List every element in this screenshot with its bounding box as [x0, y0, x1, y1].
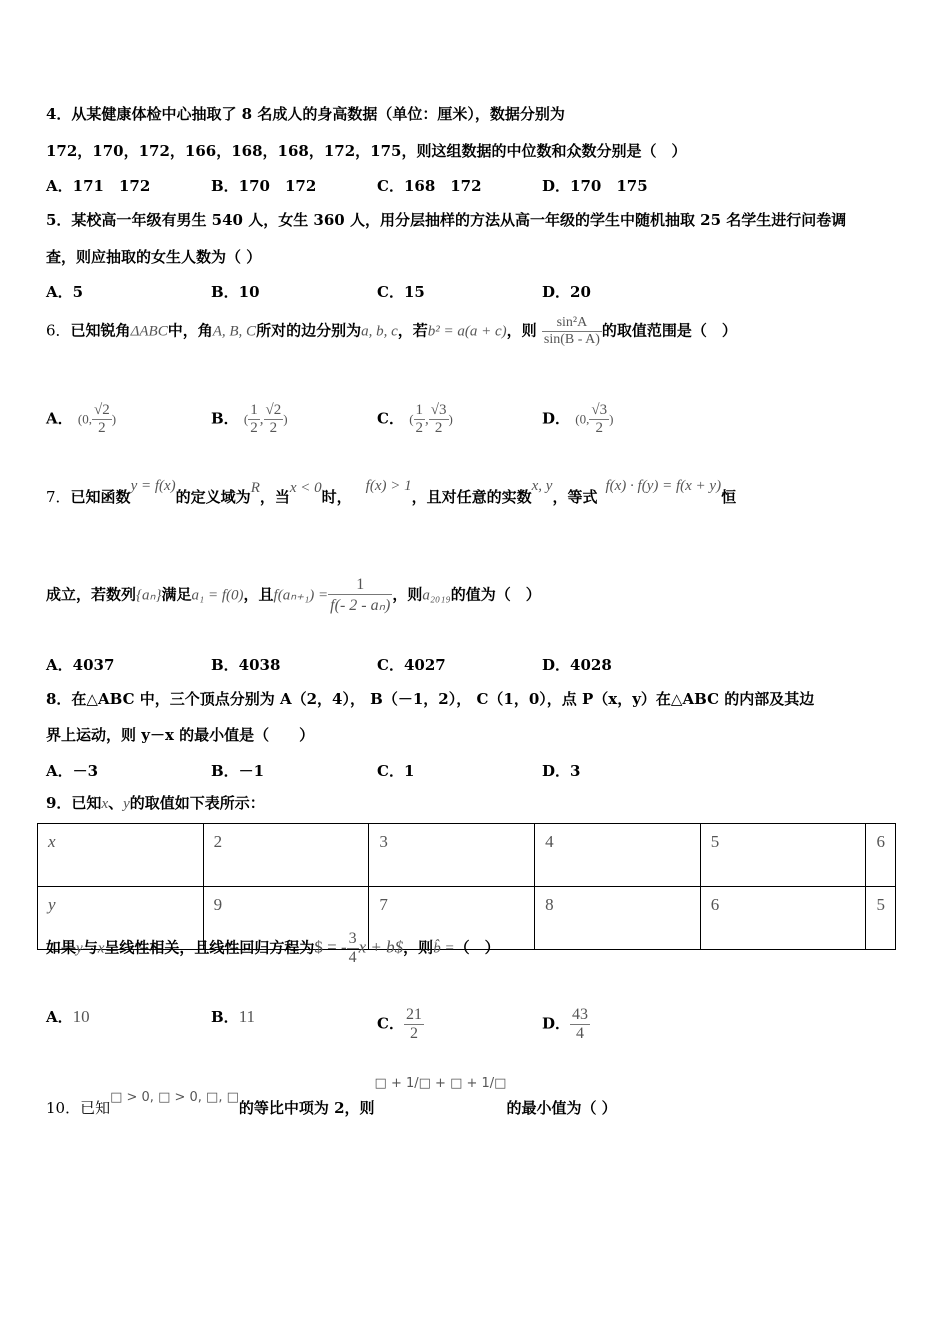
q9-option-a-label: A．: [46, 1008, 73, 1026]
q9-option-c-label: C．: [377, 1014, 404, 1033]
q7-text-3: ，当: [259, 488, 290, 506]
q9-option-d: [542, 1006, 590, 1043]
q9-option-c-num: 21: [405, 1006, 422, 1023]
q6-option-c-num1: 1: [415, 402, 424, 418]
table-cell: 5: [700, 824, 866, 887]
q6-option-c-num2: √3: [430, 402, 447, 418]
q4-option-c: C．168 172: [377, 177, 482, 195]
q9-option-d-num: 43: [572, 1006, 589, 1023]
q6-sides: a, b, c: [361, 323, 398, 340]
table-cell: 3: [369, 824, 535, 887]
q7-number: 7．: [46, 488, 71, 506]
q9-text-5: 呈线性相关，且线性回归方程为: [104, 938, 315, 957]
q6-option-d-left: (0,: [575, 411, 590, 427]
q9-x: x: [101, 796, 109, 812]
q10-text-2: 的等比中项为 2，则: [238, 1099, 375, 1117]
q9-regression-lhs: $ = -: [314, 937, 347, 957]
q6-condition: b² = a(a + c): [427, 323, 507, 340]
q6-option-d: [542, 402, 613, 437]
q7-text-11: ，则: [392, 585, 423, 604]
q6-option-b-den2: 2: [269, 420, 278, 436]
q7-recurrence-den: f(- 2 - aₙ): [330, 597, 391, 614]
q9-regression-frac: [347, 930, 359, 967]
q6-option-a-frac: [92, 402, 112, 437]
q9-option-c-frac: [404, 1006, 424, 1043]
q6-option-b-den1: 2: [250, 420, 258, 436]
q9-text-3: 如果: [46, 938, 77, 957]
q6-option-c-right: ): [448, 411, 453, 427]
q7-function: y = f(x): [130, 478, 176, 494]
q6-option-b-right: ): [283, 411, 288, 427]
q6-option-c-left: (: [409, 411, 414, 427]
q7-sequence: {aₙ}: [136, 587, 162, 604]
q6-option-d-frac: [589, 402, 609, 437]
q8-option-b: B．－1: [211, 762, 265, 780]
q6-frac-num: sin²A: [542, 315, 602, 332]
q9-option-c: [377, 1006, 424, 1043]
q6-option-c: [377, 402, 453, 437]
q6-triangle: ΔABC: [130, 323, 168, 340]
q7-text-5: ，且对任意的实数: [411, 488, 532, 506]
q7-a2019: a₂₀₁₉: [422, 587, 451, 604]
q5-stem-line2: 查，则应抽取的女生人数为（ ）: [46, 248, 262, 266]
q8-option-c: C．1: [377, 762, 415, 780]
q5-option-c: C．15: [377, 283, 425, 301]
q6-option-b-sep: ,: [259, 411, 264, 428]
q7-option-a: A．4037: [46, 656, 115, 674]
q9-text-6: ，则: [403, 938, 434, 957]
q7-option-d: D．4028: [542, 656, 612, 674]
q4-stem-line1: 4．从某健康体检中心抽取了 8 名成人的身高数据（单位：厘米），数据分别为: [46, 105, 565, 123]
q9-stem: [46, 792, 265, 813]
q6-option-a-right: ): [111, 411, 117, 427]
q8-option-d: D．3: [542, 762, 581, 780]
q6-text-4: ，若: [397, 321, 428, 340]
table-row: [38, 824, 896, 887]
table-cell: 8: [535, 887, 701, 950]
q8-stem-line2: 界上运动，则 y－x 的最小值是（ ）: [46, 726, 315, 744]
q6-option-b-frac2: [264, 402, 284, 437]
q7-option-c: C．4027: [377, 656, 446, 674]
table-cell: 9: [203, 887, 369, 950]
q5-option-a: A．5: [46, 283, 84, 301]
table-cell: y: [38, 887, 204, 950]
q10-condition-image: □ > 0, □ > 0, □, □: [110, 1090, 239, 1105]
q9-b-hat: b̂ =: [433, 940, 455, 957]
q6-option-c-label: C．: [377, 409, 404, 428]
q4-option-d: D．170 175: [542, 177, 648, 195]
q7-x-negative: x < 0: [289, 480, 322, 496]
q6-option-b-num1: 1: [250, 402, 258, 418]
q9-regression-den: 4: [348, 949, 357, 966]
q7-text-1: 已知函数: [70, 488, 131, 506]
q9-option-a-value: 10: [72, 1007, 90, 1026]
q9-option-b-value: 11: [238, 1007, 256, 1026]
table-cell: x: [38, 824, 204, 887]
q7-recurrence-lhs: f(aₙ₊₁) =: [273, 587, 329, 604]
q9-option-d-frac: [570, 1006, 590, 1043]
q7-recurrence-num: 1: [328, 576, 392, 595]
q10-text-3: 的最小值为（ ）: [506, 1099, 617, 1117]
table-cell: 5: [866, 887, 896, 950]
q9-text-2: 的取值如下表所示：: [129, 794, 265, 812]
q6-frac-den: sin(B - A): [543, 332, 600, 347]
q7-a1: a₁ = f(0): [191, 587, 244, 604]
q9-text-7: （ ）: [454, 938, 500, 957]
q4-option-a: A．171 172: [46, 177, 151, 195]
q9-option-b-label: B．: [211, 1008, 239, 1026]
q9-y-2: y: [76, 940, 83, 957]
table-cell: 7: [369, 887, 535, 950]
q5-option-b: B．10: [211, 283, 260, 301]
table-cell: 2: [203, 824, 369, 887]
table-cell: 4: [535, 824, 701, 887]
q4-option-b: B．170 172: [211, 177, 317, 195]
q9-sep: 、: [108, 794, 124, 812]
q6-option-c-frac1: [414, 402, 426, 437]
q7-xy: x, y: [531, 478, 553, 494]
q10-text-1: 10．已知: [46, 1099, 111, 1117]
q6-option-b-num2: √2: [265, 402, 282, 418]
q9-option-a: [46, 1006, 90, 1027]
q6-fraction: [542, 315, 602, 348]
q8-option-a: A．－3: [46, 762, 99, 780]
q6-option-b-left: (: [243, 411, 249, 427]
q9-regression-rhs: x + b$: [358, 937, 404, 957]
q6-angles: A, B, C: [212, 323, 257, 340]
q6-option-c-den2: 2: [434, 420, 443, 436]
q9-option-d-den: 4: [576, 1025, 585, 1042]
q6-option-a-label: A．: [46, 409, 73, 428]
q7-text-4: 时，: [321, 488, 352, 506]
q8-stem-line1: 8．在△ABC 中，三个顶点分别为 A（2，4）， B（－1，2）， C（1，0），点 P（x，y）在△ABC 的内部及其边: [46, 690, 815, 708]
q6-option-b-label: B．: [211, 409, 239, 428]
q5-option-d: D．20: [542, 283, 591, 301]
q10-expression-image: □ + 1/□ + □ + 1/□: [374, 1076, 507, 1091]
q7-text-10: ，且: [243, 585, 274, 604]
q9-option-b: [211, 1006, 255, 1027]
q4-stem-line2: 172，170，172，166，168，168，172，175，则这组数据的中位数和众数分别是（ ）: [46, 142, 687, 160]
q7-text-7: 恒: [721, 488, 737, 506]
q7-text-9: 满足: [161, 585, 192, 604]
q6-text-6: 的取值范围是（ ）: [601, 321, 737, 340]
q6-option-b-frac1: [248, 402, 260, 437]
q6-option-a-num: √2: [93, 402, 110, 418]
q9-y: y: [123, 796, 130, 812]
q7-recurrence-frac: [328, 576, 392, 615]
q9-option-c-den: 2: [409, 1025, 418, 1042]
q9-regression-line: [46, 930, 500, 967]
q9-x-2: x: [97, 940, 105, 957]
q7-stem-line1: [46, 478, 737, 507]
q7-option-b: B．4038: [211, 656, 281, 674]
q7-stem-line2: [46, 576, 541, 615]
q9-text-4: 与: [82, 938, 98, 957]
q6-text-5: ，则: [506, 321, 537, 340]
table-cell: 6: [866, 824, 896, 887]
q6-option-b: [211, 402, 288, 437]
q7-text-8: 成立，若数列: [46, 585, 137, 604]
q6-option-a-left: (0,: [77, 411, 92, 427]
q6-option-d-label: D．: [542, 409, 571, 428]
q6-stem: [46, 315, 737, 348]
table-cell: 6: [700, 887, 866, 950]
q6-option-a-den: 2: [98, 420, 106, 436]
q9-text-1: 9．已知: [46, 794, 102, 812]
q6-text-3: 所对的边分别为: [256, 321, 362, 340]
q6-option-d-den: 2: [595, 420, 603, 436]
q7-domain: R: [250, 480, 260, 496]
q7-text-2: 的定义域为: [175, 488, 251, 506]
q6-option-c-frac2: [429, 402, 449, 437]
q6-option-a: [46, 402, 116, 437]
q7-fx-gt-1: f(x) > 1: [365, 478, 412, 494]
q5-stem-line1: 5．某校高一年级有男生 540 人，女生 360 人，用分层抽样的方法从高一年级的学生中随机抽取 25 名学生进行问卷调: [46, 211, 847, 229]
q7-text-6: ，等式: [552, 488, 598, 506]
q10-stem: [46, 1076, 617, 1118]
q9-option-d-label: D．: [542, 1014, 571, 1033]
q6-text-2: 中，角: [167, 321, 213, 340]
q6-option-d-num: √3: [591, 402, 608, 418]
q7-text-12: 的值为（ ）: [450, 585, 541, 604]
q6-option-c-den1: 2: [415, 420, 424, 436]
q9-regression-num: 3: [348, 930, 357, 947]
q6-text-1: 已知锐角: [70, 321, 131, 340]
q6-option-c-sep: ,: [425, 411, 429, 428]
q6-option-d-right: ): [609, 411, 614, 427]
q6-number: 6．: [46, 321, 71, 340]
q7-equation: f(x) · f(y) = f(x + y): [605, 478, 722, 494]
